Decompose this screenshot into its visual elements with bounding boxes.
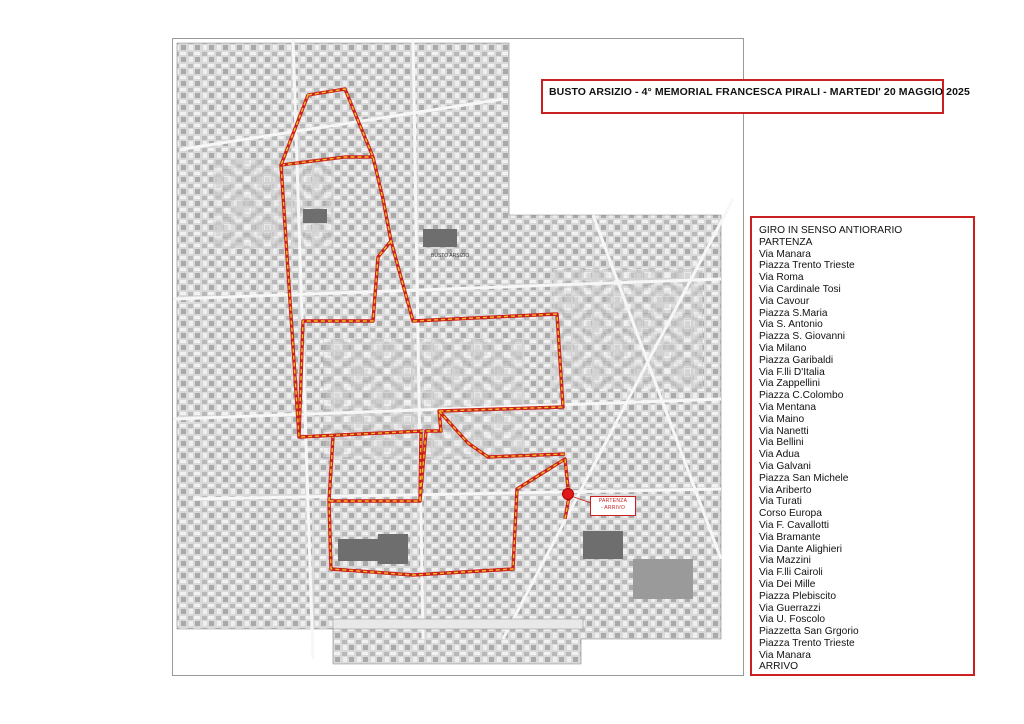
route-list-item: Piazza Garibaldi (759, 354, 834, 366)
route-list-item: Piazzetta San Grgorio (759, 626, 859, 638)
route-list-item: Via Manara (759, 248, 811, 260)
route-list-item: PARTENZA (759, 236, 813, 248)
title-box (541, 79, 970, 114)
map-drawing (173, 39, 744, 676)
route-list-item: Via Cavour (759, 295, 810, 307)
route-list-item: Via Dante Alighieri (759, 543, 843, 555)
route-list-item: Via Guerrazzi (759, 602, 821, 614)
route-list-item: Via Adua (759, 449, 800, 461)
route-list-item: Via Bramante (759, 531, 821, 543)
route-list (752, 218, 973, 673)
route-list-item: Piazza S. Giovanni (759, 331, 846, 343)
route-list-item: Via Mazzini (759, 555, 811, 567)
route-list-item: Piazza S.Maria (759, 307, 828, 319)
route-list-item: Corso Europa (759, 508, 822, 520)
route-list-item: Via Turati (759, 496, 802, 508)
route-list-item: Via Ariberto (759, 484, 812, 496)
route-list-item: Piazza Trento Trieste (759, 637, 855, 649)
route-list-item: Piazza San Michele (759, 472, 849, 484)
route-list-box (750, 216, 975, 676)
route-list-item: Piazza Plebiscito (759, 590, 837, 602)
route-list-item: Via U. Foscolo (759, 614, 826, 626)
route-list-item: Via Mentana (759, 401, 817, 413)
city-map (172, 38, 744, 676)
route-list-item: Via Cardinale Tosi (759, 283, 841, 295)
route-list-item: Via F. Cavallotti (759, 519, 830, 531)
route-list-item: Piazza C.Colombo (759, 390, 844, 402)
start-finish-marker[interactable] (562, 488, 574, 500)
route-list-item: GIRO IN SENSO ANTIORARIO (759, 225, 903, 236)
route-list-item: Via Milano (759, 342, 807, 354)
page-title: BUSTO ARSIZIO - 4° MEMORIAL FRANCESCA PIRALI - MARTEDI' 20 MAGGIO 2025 (549, 86, 970, 98)
route-list-item: Via Roma (759, 272, 804, 284)
route-list-item: Via Bellini (759, 437, 804, 449)
route-list-item: Via Dei Mille (759, 578, 816, 590)
route-list-item: Via Zappellini (759, 378, 820, 390)
route-list-item: ARRIVO (759, 661, 799, 673)
callout-line-1: PARTENZA (598, 498, 628, 504)
route-list-item: Via F.lli D'Italia (759, 366, 825, 378)
district-label: BUSTO ARSIZIO (431, 253, 470, 259)
route-list-item: Via F.lli Cairoli (759, 567, 823, 579)
route-list-item: Piazza Trento Trieste (759, 260, 855, 272)
route-list-item: Via Manara (759, 649, 811, 661)
route-list-item: Via Nanetti (759, 425, 809, 437)
route-list-item: Via Maino (759, 413, 805, 425)
route-list-item: Via S. Antonio (759, 319, 823, 331)
route-list-item: Via Galvani (759, 460, 811, 472)
callout-line-2: - ARRIVO (600, 505, 626, 511)
start-finish-callout (590, 496, 636, 516)
